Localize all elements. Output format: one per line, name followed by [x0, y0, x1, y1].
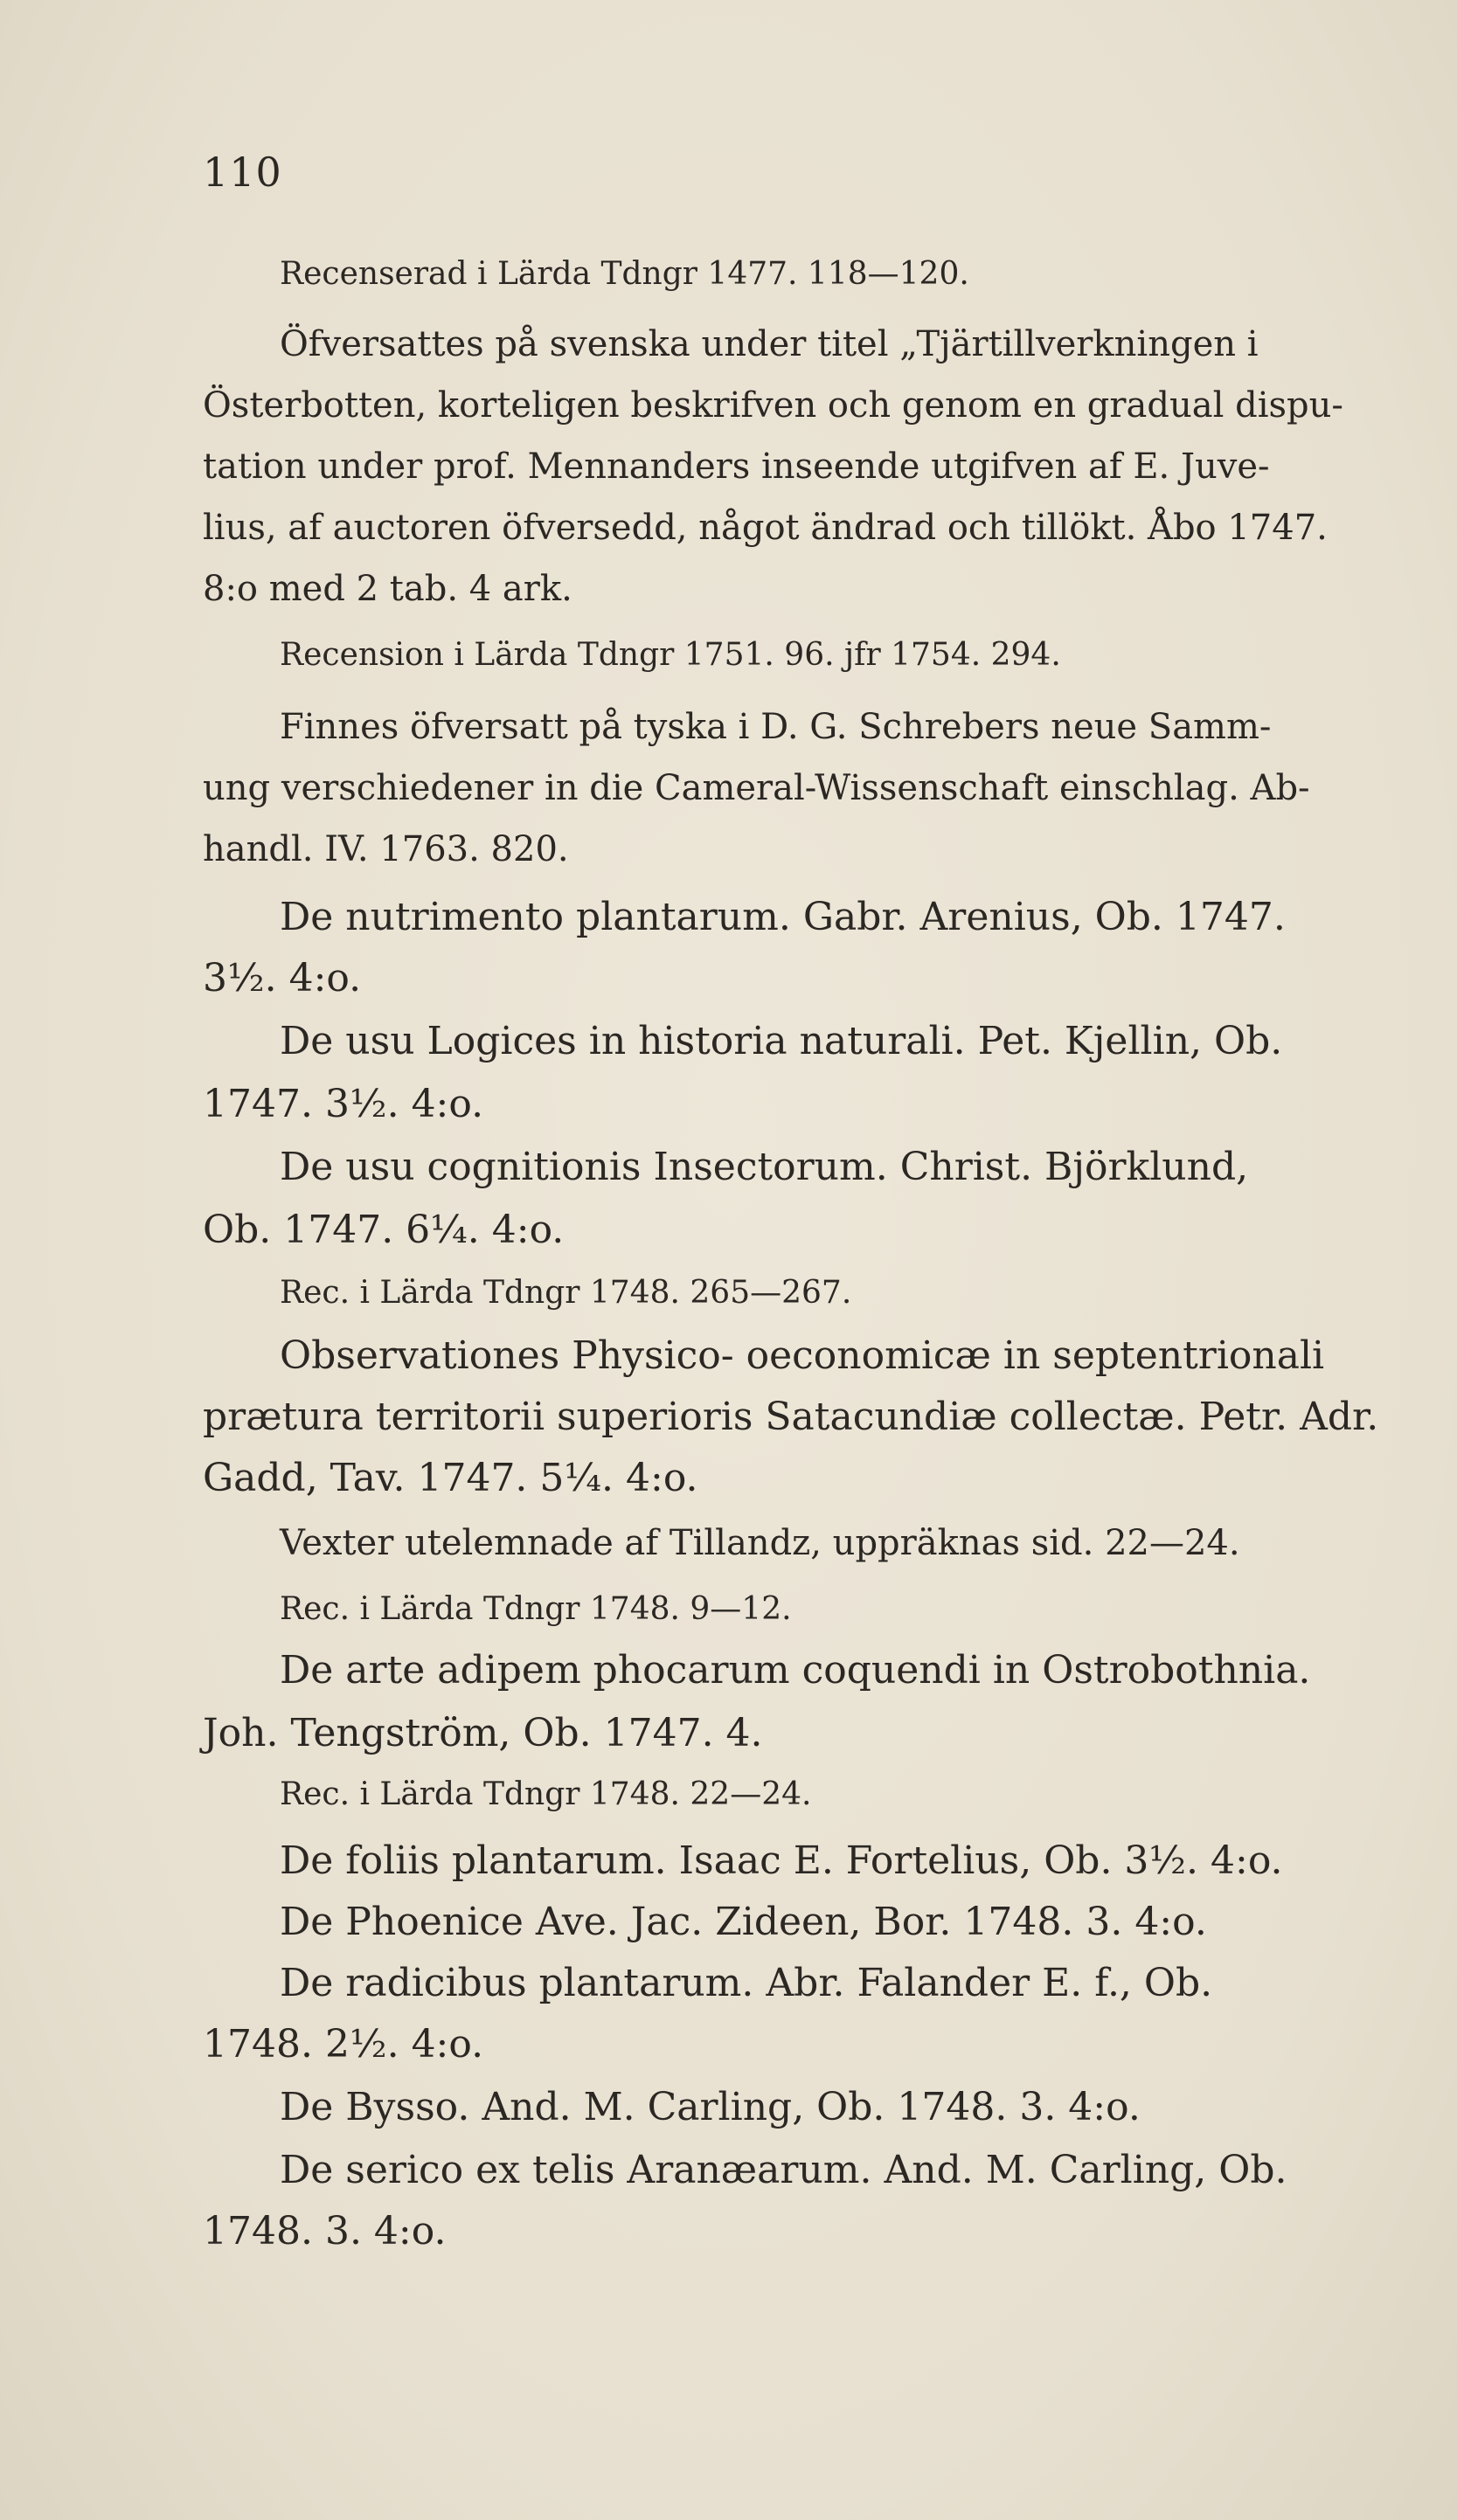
text-line: De radicibus plantarum. Abr. Falander E. f., Ob.: [280, 1961, 1213, 2005]
text-line: lius, af auctoren öfversedd, något ändrad och tillökt. Åbo 1747.: [203, 508, 1328, 548]
text-line: 1748. 2½. 4:o.: [203, 2022, 484, 2067]
text-line: tation under prof. Mennanders inseende utgifven af E. Juve-: [203, 447, 1270, 487]
page-number: 110: [203, 149, 282, 196]
text-line: De Bysso. And. M. Carling, Ob. 1748. 3. 4:o.: [280, 2085, 1141, 2129]
text-line: De serico ex telis Aranæarum. And. M. Carling, Ob.: [280, 2148, 1287, 2192]
text-line: De arte adipem phocarum coquendi in Ostrobothnia.: [280, 1648, 1311, 1693]
text-line: 1748. 3. 4:o.: [203, 2209, 447, 2253]
text-line: Gadd, Tav. 1747. 5¼. 4:o.: [203, 1456, 698, 1500]
text-line: 1747. 3½. 4:o.: [203, 1082, 484, 1126]
text-line: ung verschiedener in die Cameral-Wissenschaft einschlag. Ab-: [203, 768, 1310, 808]
text-line: Rec. i Lärda Tdngr 1748. 9—12.: [280, 1591, 792, 1627]
text-line: De nutrimento plantarum. Gabr. Arenius, Ob. 1747.: [280, 895, 1286, 939]
text-line: Rec. i Lärda Tdngr 1748. 22—24.: [280, 1776, 812, 1812]
text-line: Ob. 1747. 6¼. 4:o.: [203, 1208, 565, 1252]
text-line: De usu Logices in historia naturali. Pet. Kjellin, Ob.: [280, 1019, 1283, 1063]
text-line: Observationes Physico- oeconomicæ in septentrionali: [280, 1333, 1325, 1378]
text-line: 8:o med 2 tab. 4 ark.: [203, 569, 572, 609]
text-line: Finnes öfversatt på tyska i D. G. Schrebers neue Samm-: [280, 707, 1272, 747]
text-line: Rec. i Lärda Tdngr 1748. 265—267.: [280, 1275, 852, 1311]
text-line: handl. IV. 1763. 820.: [203, 829, 569, 869]
text-line: De foliis plantarum. Isaac E. Fortelius, Ob. 3½. 4:o.: [280, 1838, 1283, 1883]
text-line: 3½. 4:o.: [203, 956, 362, 1000]
text-line: Vexter utelemnade af Tillandz, uppräknas sid. 22—24.: [280, 1523, 1240, 1563]
text-line: Öfversattes på svenska under titel „Tjärtillverkningen i: [280, 324, 1259, 364]
text-line: prætura territorii superioris Satacundiæ collectæ. Petr. Adr.: [203, 1395, 1379, 1439]
text-line: Joh. Tengström, Ob. 1747. 4.: [203, 1711, 763, 1755]
text-line: Recension i Lärda Tdngr 1751. 96. jfr 1754. 294.: [280, 637, 1061, 673]
text-line: Österbotten, korteligen beskrifven och genom en gradual dispu-: [203, 385, 1343, 426]
text-line: De usu cognitionis Insectorum. Christ. Björklund,: [280, 1145, 1249, 1189]
text-line: Recenserad i Lärda Tdngr 1477. 118—120.: [280, 256, 969, 292]
text-line: De Phoenice Ave. Jac. Zideen, Bor. 1748. 3. 4:o.: [280, 1900, 1207, 1944]
